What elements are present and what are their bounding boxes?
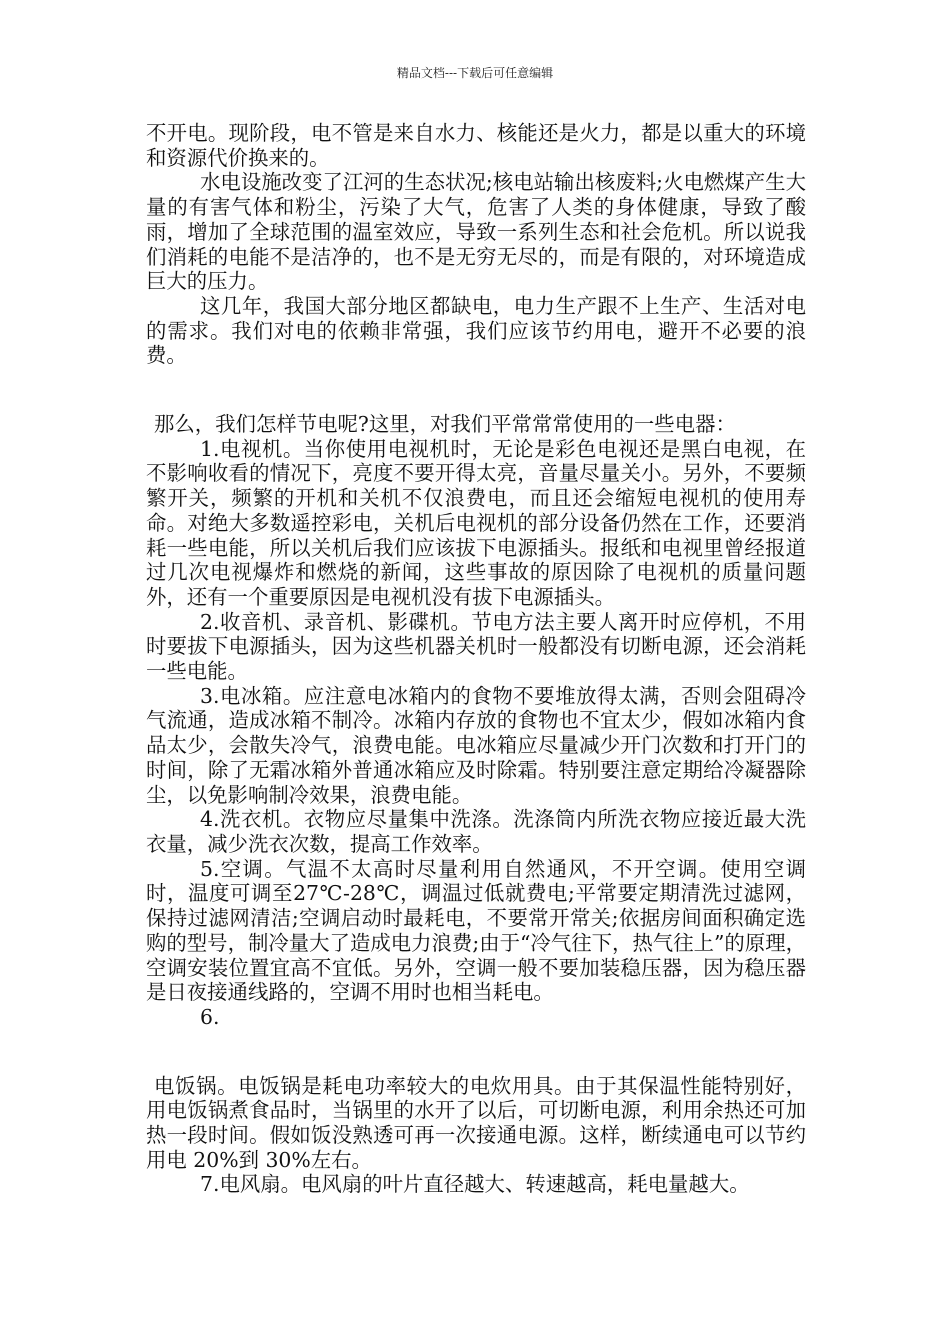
paragraph-item-six-number: 6.	[200, 1004, 220, 1029]
paragraph-electricity-cost: 不开电。现阶段，电不管是来自水力、核能还是火力，都是以重大的环境和资源代价换来的。	[146, 121, 806, 170]
paragraph-item-rice-cooker: 电饭锅。电饭锅是耗电功率较大的电炊用具。由于其保温性能特别好，用电饭锅煮食品时，当锅里的水开了以后，可切断电源，利用余热还可加热一段时间。假如饭没熟透可再一次接通电源。这样，断续通电可以节约用电 20%到 30%左右。	[146, 1073, 806, 1172]
paragraph-how-to-save: 那么，我们怎样节电呢?这里，对我们平常常常使用的一些电器：	[154, 412, 736, 437]
paragraph-item-aircon: 5.空调。气温不太高时尽量利用自然通风，不开空调。使用空调时，温度可调至27℃-28℃，调温过低就费电;平常要定期清洗过滤网，保持过滤网清洁;空调启动时最耗电，不要常开常关;依据房间面积确定选购的型号，制冷量大了造成电力浪费;由于“冷气往下，热气往上”的原理，空调安装位置宜高不宜低。另外，空调一般不要加装稳压器，因为稳压器是日夜接通线路的，空调不用时也相当耗电。	[146, 856, 806, 1005]
paragraph-item-radio: 2.收音机、录音机、影碟机。节电方法主要人离开时应停机，不用时要拔下电源插头，因为这些机器关机时一般都没有切断电源，还会消耗一些电能。	[146, 609, 806, 684]
page-header: 精品文档---下载后可任意编辑	[396, 66, 554, 80]
paragraph-power-shortage: 这几年，我国大部分地区都缺电，电力生产跟不上生产、生活对电的需求。我们对电的依赖非常强，我们应该节约用电，避开不必要的浪费。	[146, 293, 806, 368]
paragraph-environmental-impact: 水电设施改变了江河的生态状况;核电站输出核废料;火电燃煤产生大量的有害气体和粉尘，污染了大气，危害了人类的身体健康，导致了酸雨，增加了全球范围的温室效应，导致一系列生态和社会危机。所以说我们消耗的电能不是洁净的，也不是无穷无尽的，而是有限的，对环境造成巨大的压力。	[146, 170, 806, 294]
paragraph-item-fridge: 3.电冰箱。应注意电冰箱内的食物不要堆放得太满，否则会阻碍冷气流通，造成冰箱不制冷。冰箱内存放的食物也不宜太少，假如冰箱内食品太少，会散失冷气，浪费电能。电冰箱应尽量减少开门次数和打开门的时间，除了无霜冰箱外普通冰箱应及时除霜。特别要注意定期给冷凝器除尘，以免影响制冷效果，浪费电能。	[146, 683, 806, 807]
document-body	[146, 121, 806, 1197]
paragraph-item-tv: 1.电视机。当你使用电视机时，无论是彩色电视还是黑白电视，在不影响收看的情况下，亮度不要开得太亮，音量尽量关小。另外，不要频繁开关，频繁的开机和关机不仅浪费电，而且还会缩短电视机的使用寿命。对绝大多数遥控彩电，关机后电视机的部分设备仍然在工作，还要消耗一些电能，所以关机后我们应该拔下电源插头。报纸和电视里曾经报道过几次电视爆炸和燃烧的新闻，这些事故的原因除了电视机的质量问题外，还有一个重要原因是电视机没有拔下电源插头。	[146, 436, 806, 609]
paragraph-item-fan: 7.电风扇。电风扇的叶片直径越大、转速越高，耗电量越大。	[200, 1172, 750, 1197]
paragraph-item-washer: 4.洗衣机。衣物应尽量集中洗涤。洗涤筒内所洗衣物应接近最大洗衣量，减少洗衣次数，提高工作效率。	[146, 807, 806, 856]
